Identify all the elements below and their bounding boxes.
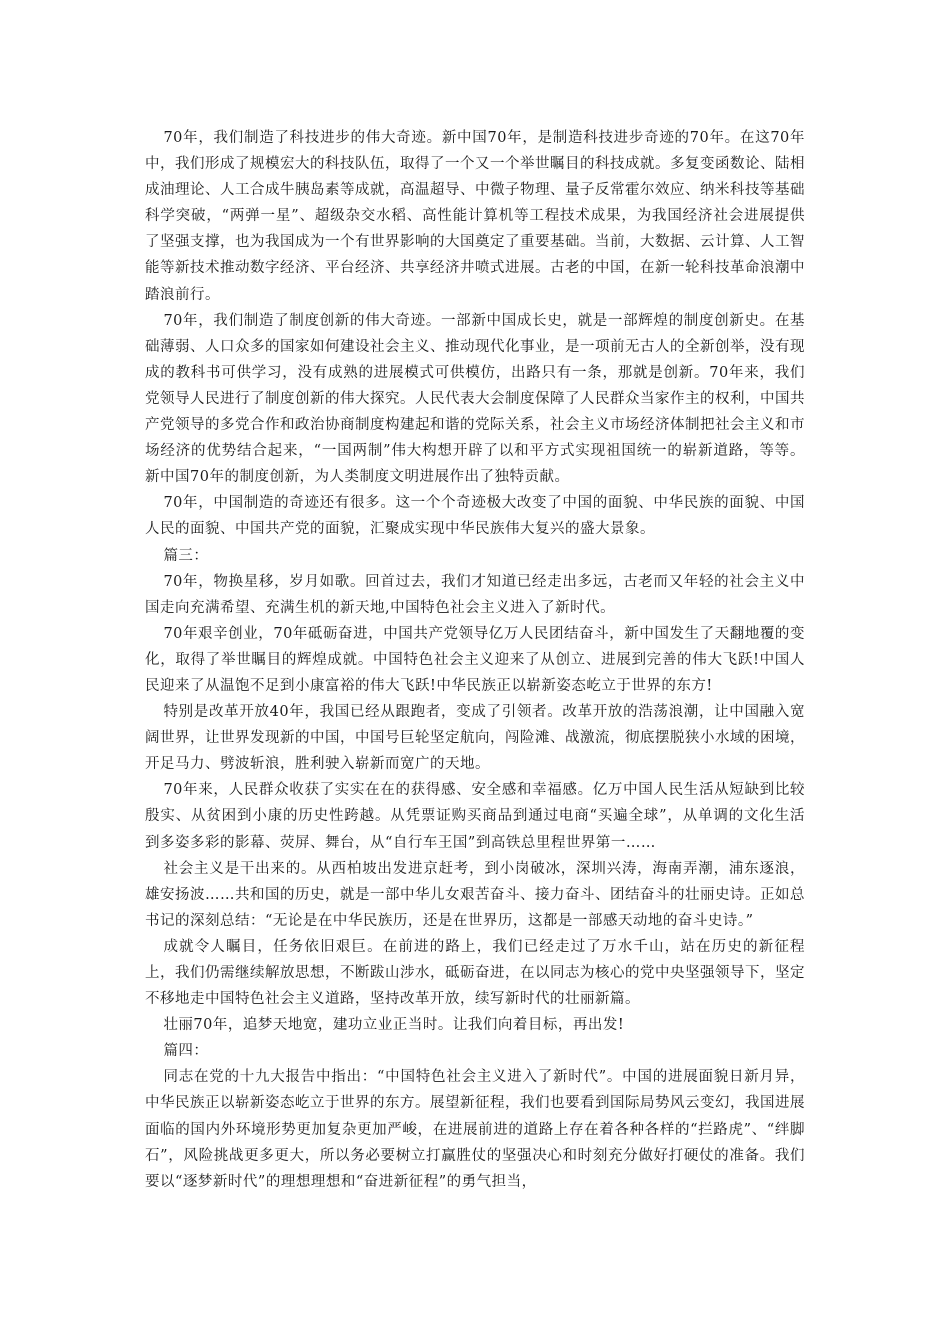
paragraph-socialism-built: 社会主义是干出来的。从西柏坡出发进京赶考，到小岗破冰，深圳兴涛，海南弄潮，浦东逐浪，雄安扬波……共和国的历史，就是一部中华儿女艰苦奋斗、接力奋斗、团结奋斗的壮丽史诗。正如总书记的深刻总结：“无论是在中华民族历，还是在世界历，这都是一部感天动地的奋斗史诗。”	[145, 860, 805, 929]
paragraph-institutional-innovation: 70年，我们制造了制度创新的伟大奇迹。一部新中国成长史，就是一部辉煌的制度创新史。在基础薄弱、人口众多的国家如何建设社会主义、推动现代化事业，是一项前无古人的全新创举，没有现成的教科书可供学习，没有成熟的进展模式可供模仿，出路只有一条，那就是创新。70年来，我们党领导人民进行了制度创新的伟大探究。人民代表大会制度保障了人民群众当家作主的权利，中国共产党领导的多党合作和政治协商制度构建起和谐的党际关系，社会主义市场经济体制把社会主义和市场经济的优势结合起来，“一国两制”伟大构想开辟了以和平方式实现祖国统一的崭新道路，等等。新中国70年的制度创新，为人类制度文明进展作出了独特贡献。	[145, 312, 805, 486]
paragraph-people-gains: 70年来，人民群众收获了实实在在的获得感、安全感和幸福感。亿万中国人民生活从短缺到比较殷实、从贫困到小康的历史性跨越。从凭票证购买商品到通过电商“买遍全球”，从单调的文化生活到多姿多彩的影幕、荧屏、舞台，从“自行车王国”到高铁总里程世界第一……	[145, 782, 805, 851]
paragraph-hard-work: 70年艰辛创业，70年砥砺奋进，中国共产党领导亿万人民团结奋斗，新中国发生了天翻地覆的变化，取得了举世瞩目的辉煌成就。中国特色社会主义迎来了从创立、进展到完善的伟大飞跃!中国人民迎来了从温饱不足到小康富裕的伟大飞跃!中华民族正以崭新姿态屹立于世界的东方!	[145, 625, 805, 694]
document-body	[145, 125, 805, 1195]
paragraph-reform-opening: 特别是改革开放40年，我国已经从跟跑者，变成了引领者。改革开放的浩荡浪潮，让中国融入宽阔世界，让世界发现新的中国，中国号巨轮坚定航向，闯险滩、战激流，彻底摆脱狭小水域的困境，开足马力、劈波斩浪，胜利驶入崭新而宽广的天地。	[145, 704, 805, 773]
paragraph-new-era: 同志在党的十九大报告中指出：“中国特色社会主义进入了新时代”。中国的进展面貌日新月异，中华民族正以崭新姿态屹立于世界的东方。展望新征程，我们也要看到国际局势风云变幻，我国进展面临的国内外环境形势更加复杂更加严峻，在进展前进的道路上存在着各种各样的“拦路虎”、“绊脚石”，风险挑战更多更大，所以务必要树立打赢胜仗的坚强决心和时刻充分做好打硬仗的准备。我们要以“逐梦新时代”的理想理想和“奋进新征程”的勇气担当，	[145, 1069, 805, 1190]
paragraph-more-miracles: 70年，中国制造的奇迹还有很多。这一个个奇迹极大改变了中国的面貌、中华民族的面貌、中国人民的面貌、中国共产党的面貌，汇聚成实现中华民族伟大复兴的盛大景象。	[145, 495, 805, 538]
paragraph-set-out-again: 壮丽70年，追梦天地宽，建功立业正当时。让我们向着目标，再出发!	[163, 1017, 625, 1034]
section-heading-part-three: 篇三：	[163, 547, 209, 564]
paragraph-tasks-ahead: 成就令人瞩目，任务依旧艰巨。在前进的路上，我们已经走过了万水千山，站在历史的新征程上，我们仍需继续解放思想，不断跋山涉水，砥砺奋进，在以同志为核心的党中央坚强领导下，坚定不移地走中国特色社会主义道路，坚持改革开放，续写新时代的壮丽新篇。	[145, 938, 805, 1008]
paragraph-seventy-years: 70年，物换星移，岁月如歌。回首过去，我们才知道已经走出多远，古老而又年轻的社会主义中国走向充满希望、充满生机的新天地,中国特色社会主义进入了新时代。	[145, 573, 805, 616]
section-heading-part-four: 篇四：	[163, 1043, 209, 1060]
paragraph-tech-miracle: 70年，我们制造了科技进步的伟大奇迹。新中国70年，是制造科技进步奇迹的70年。在这70年中，我们形成了规模宏大的科技队伍，取得了一个又一个举世瞩目的科技成就。多复变函数论、陆相成油理论、人工合成牛胰岛素等成就，高温超导、中微子物理、量子反常霍尔效应、纳米科技等基础科学突破，“两弹一星”、超级杂交水稻、高性能计算机等工程技术成果，为我国经济社会进展提供了坚强支撑，也为我国成为一个有世界影响的大国奠定了重要基础。当前，大数据、云计算、人工智能等新技术推动数字经济、平台经济、共享经济井喷式进展。古老的中国，在新一轮科技革命浪潮中踏浪前行。	[145, 130, 805, 303]
